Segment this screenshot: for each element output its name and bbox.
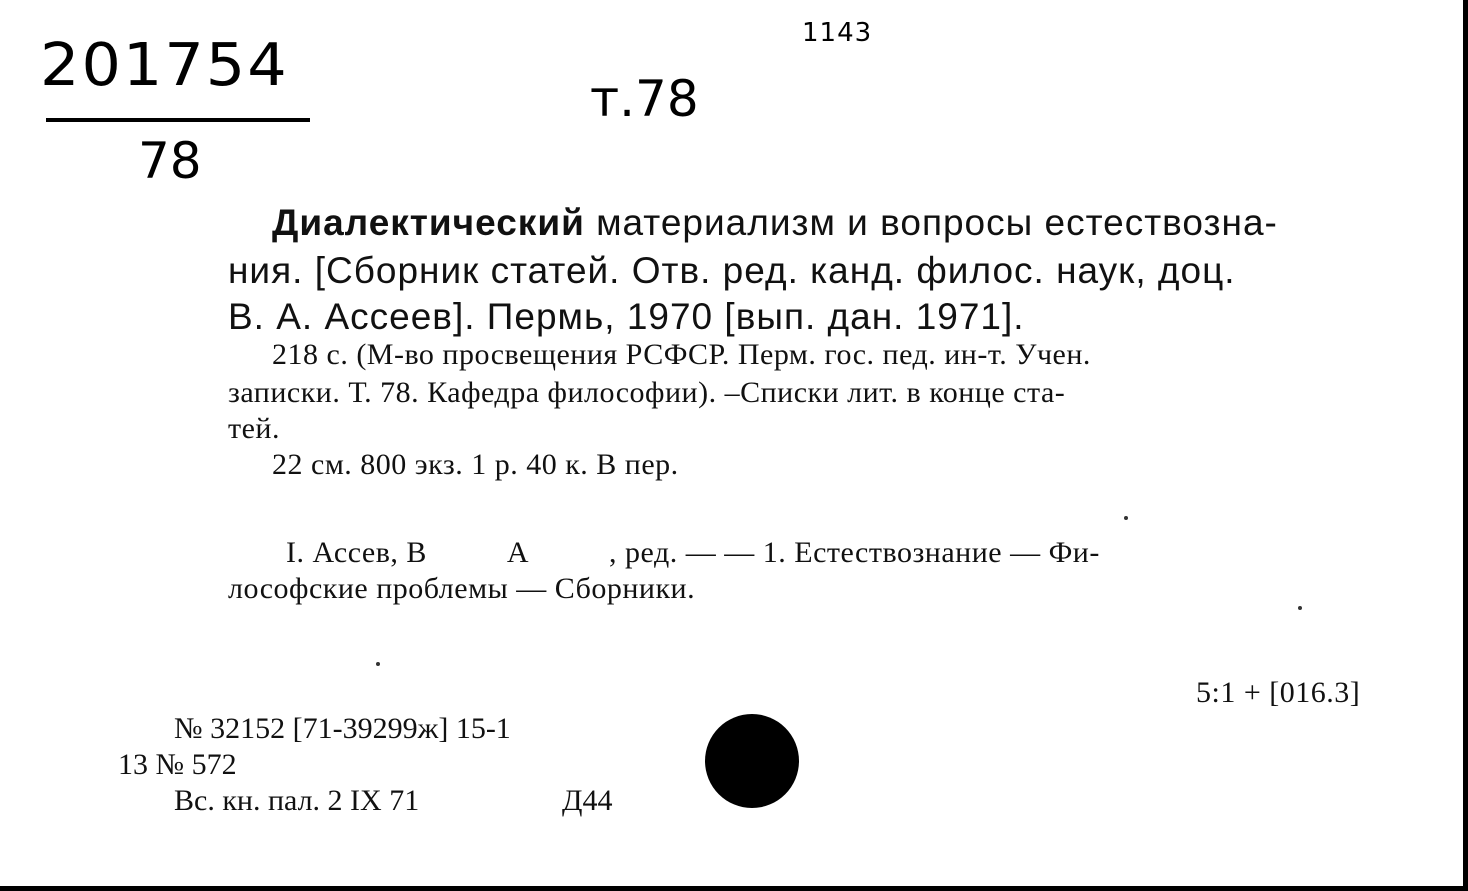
title-line-1 [272, 202, 1278, 244]
corner-note: 1143 [802, 18, 873, 48]
ink-speck [1124, 516, 1128, 520]
ink-speck [376, 662, 380, 666]
footer-line-3-right: Д44 [562, 784, 613, 817]
footer-line-1: № 32152 [71-39299ж] 15-1 [174, 712, 511, 745]
ink-speck [1298, 606, 1302, 610]
inventory-underline [46, 118, 310, 122]
title-bold: Диалектический [272, 202, 585, 243]
collation-line-1: 218 с. (М-во просвещения РСФСР. Перм. гос. пед. ин-т. Учен. [272, 338, 1091, 371]
title-line-1-rest: материализм и вопросы естествозна- [596, 202, 1278, 243]
inventory-number: 201754 [40, 29, 289, 100]
format-line: 22 см. 800 экз. 1 р. 40 к. В пер. [272, 448, 679, 481]
tracing-line-2: лософские проблемы — Сборники. [228, 572, 696, 605]
volume-mark: 78 [138, 132, 202, 190]
collation-line-3: тей. [228, 412, 280, 445]
card-punch-hole [705, 714, 799, 808]
classification-index: 5:1 + [016.3] [1196, 676, 1361, 709]
tom-mark: т.78 [590, 70, 699, 128]
collation-line-2: записки. Т. 78. Кафедра философии). –Списки лит. в конце ста- [228, 376, 1066, 409]
title-line-2: ния. [Сборник статей. Отв. ред. канд. филос. наук, доц. [228, 250, 1236, 291]
footer-line-3-left: Вс. кн. пал. 2 IX 71 [174, 784, 420, 817]
footer-line-2: 13 № 572 [118, 748, 237, 781]
tracing-line-1: I. Ассев, В А , ред. — — 1. Естествознание — Фи- [286, 536, 1100, 569]
title-line-3: В. А. Ассеев]. Пермь, 1970 [вып. дан. 1971]. [228, 296, 1025, 337]
